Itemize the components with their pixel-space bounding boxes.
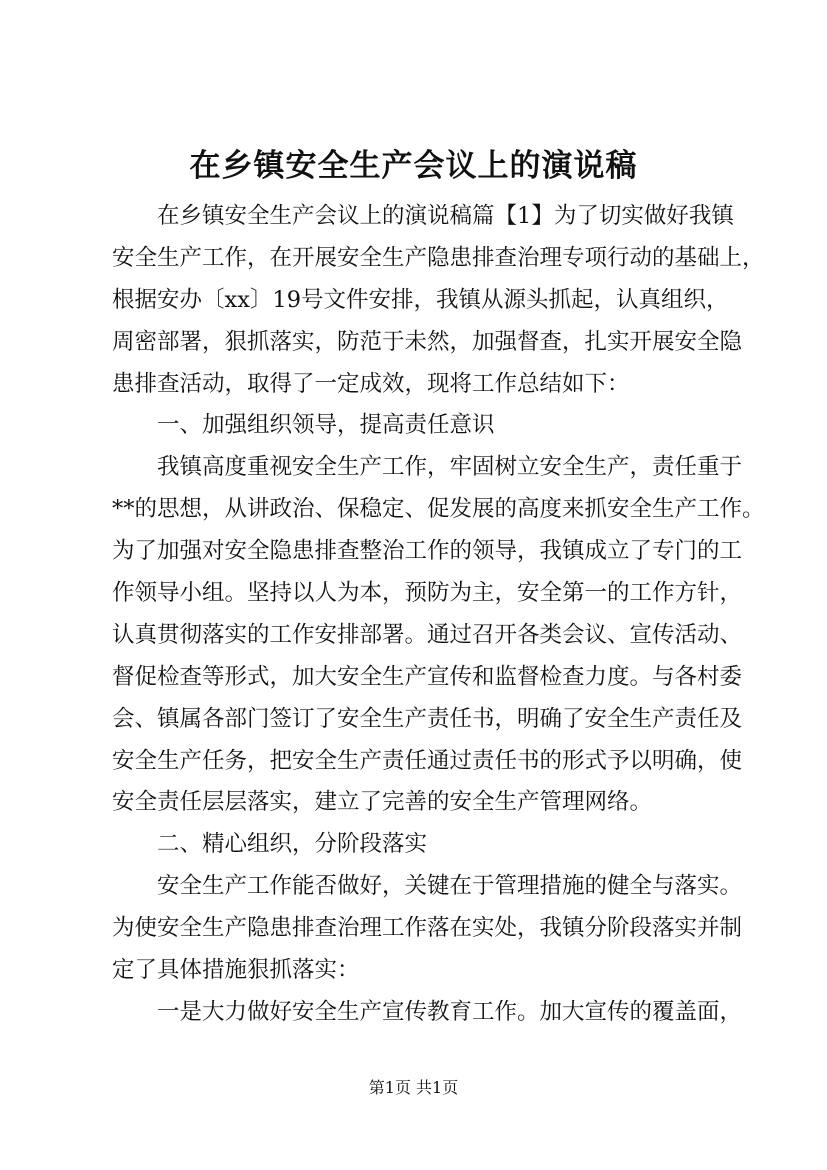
paragraph-line: 督促检查等形式，加大安全生产宣传和监督检查力度。与各村委 (112, 663, 743, 690)
paragraph-line: 为使安全生产隐患排查治理工作落在实处，我镇分阶段落实并制 (112, 915, 743, 942)
section-heading: 二、精心组织，分阶段落实 (157, 831, 428, 858)
paragraph-line: 为了加强对安全隐患排查整治工作的领导，我镇成立了专门的工 (112, 538, 743, 565)
paragraph-line: 安全责任层层落实，建立了完善的安全生产管理网络。 (112, 789, 653, 816)
paragraph-line: 安全生产任务，把安全生产责任通过责任书的形式予以明确，使 (112, 747, 743, 774)
page-footer: 第1页 共1页 (368, 1078, 459, 1097)
section-heading: 一、加强组织领导，提高责任意识 (157, 412, 495, 439)
paragraph-line: **的思想，从讲政治、保稳定、促发展的高度来抓安全生产工作。 (112, 496, 765, 523)
paragraph-line: 患排查活动，取得了一定成效，现将工作总结如下： (112, 370, 630, 397)
paragraph-line: 在乡镇安全生产会议上的演说稿篇【1】为了切实做好我镇 (157, 203, 734, 229)
paragraph-line: 安全生产工作能否做好，关键在于管理措施的健全与落实。 (157, 873, 743, 900)
paragraph-line: 根据安办〔xx〕19号文件安排，我镇从源头抓起，认真组织， (112, 286, 729, 313)
paragraph-line: 定了具体措施狠抓落实： (112, 957, 360, 984)
paragraph-line: 安全生产工作，在开展安全生产隐患排查治理专项行动的基础上， (112, 244, 765, 271)
paragraph-line: 作领导小组。坚持以人为本，预防为主，安全第一的工作方针， (112, 580, 743, 607)
paragraph-line: 一是大力做好安全生产宣传教育工作。加大宣传的覆盖面， (157, 998, 743, 1025)
paragraph-line: 我镇高度重视安全生产工作，牢固树立安全生产，责任重于 (157, 454, 743, 481)
paragraph-line: 会、镇属各部门签订了安全生产责任书，明确了安全生产责任及 (112, 705, 743, 732)
document-title: 在乡镇安全生产会议上的演说稿 (189, 148, 638, 184)
document-body (112, 196, 765, 1034)
paragraph-line: 认真贯彻落实的工作安排部署。通过召开各类会议、宣传活动、 (112, 621, 743, 648)
paragraph-line: 周密部署，狠抓落实，防范于未然，加强督查，扎实开展安全隐 (112, 328, 743, 355)
